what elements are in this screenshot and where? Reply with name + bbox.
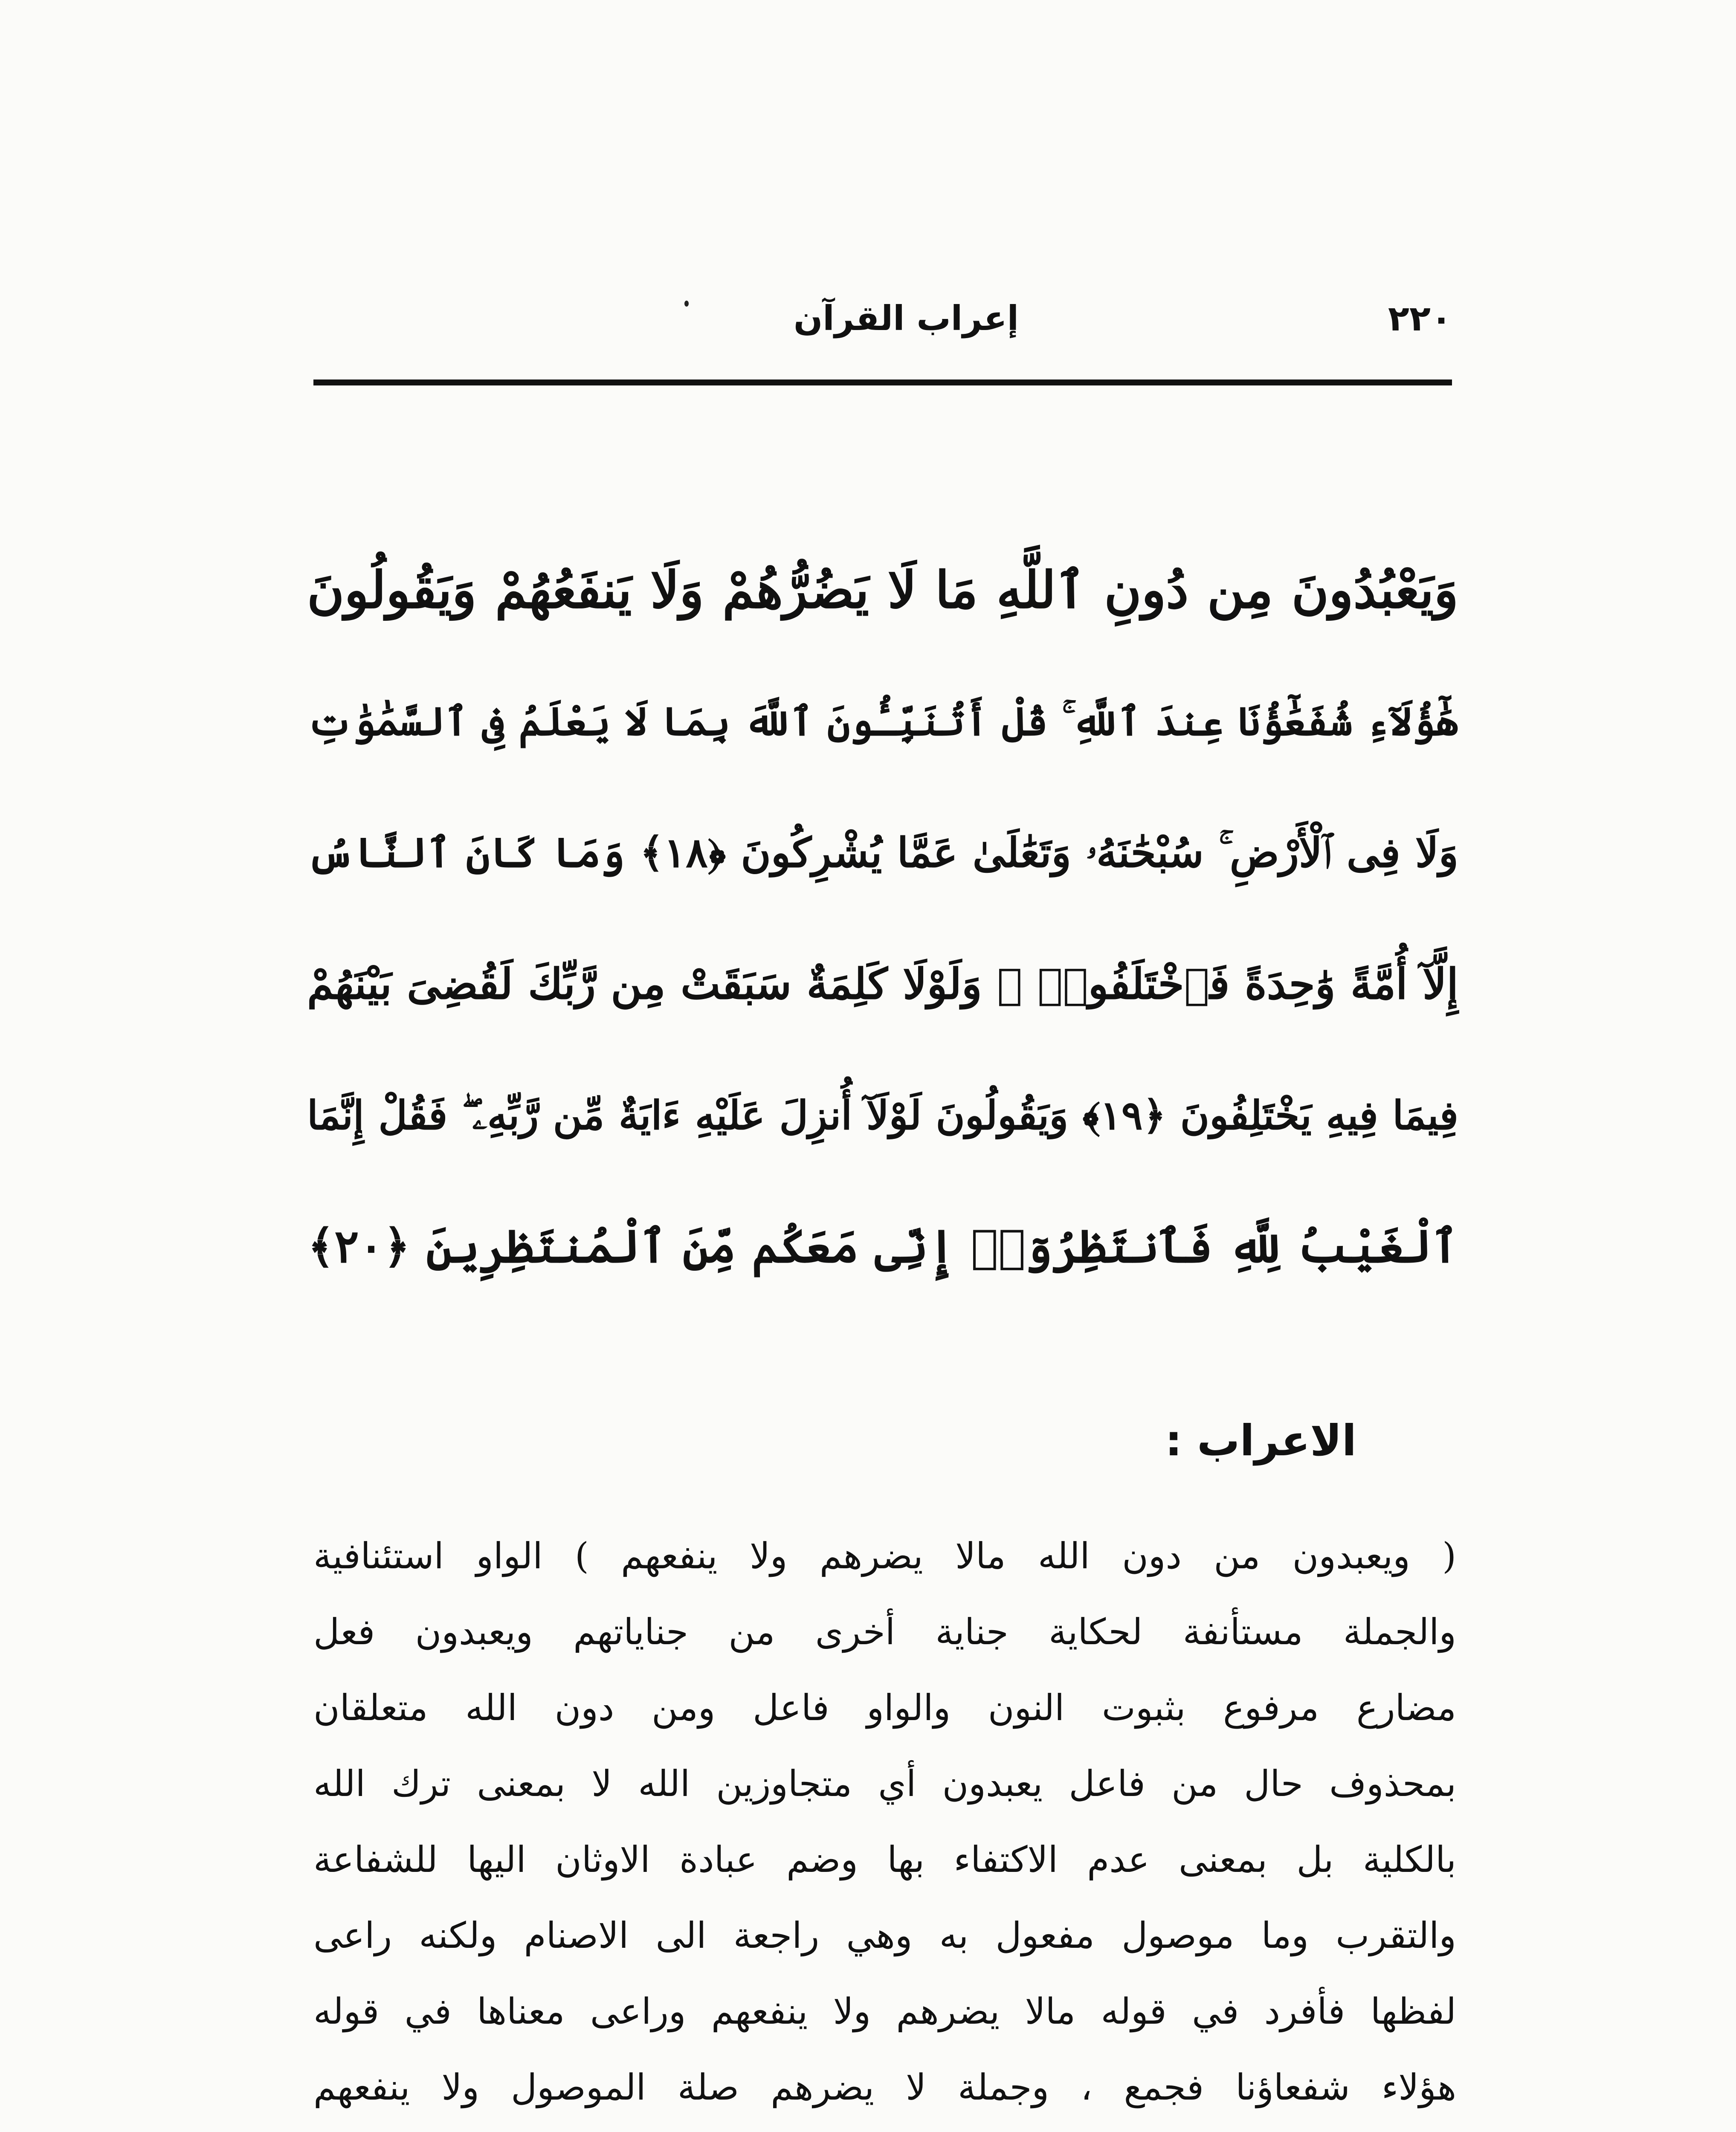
- commentary-line: [313, 2125, 1456, 2132]
- verse-line: فِيمَا فِيهِ يَخْتَلِفُونَ ﴿١٩﴾ وَيَقُولُونَ لَوْلَآ أُنزِلَ عَلَيْهِ ءَايَةٌ مِّن رَّبِّهِۦ ۖ فَقُلْ إِنَّمَا: [307, 1092, 1459, 1138]
- verse-line: وَيَعْبُدُونَ مِن دُونِ ٱللَّهِ مَا لَا يَضُرُّهُمْ وَلَا يَنفَعُهُمْ وَيَقُولُونَ: [307, 560, 1458, 620]
- commentary-line: ( ويعبدون من دون الله مالا يضرهم ولا ينفعهم ) الواو استئنافية: [313, 1535, 1456, 1577]
- scan-speck: [684, 301, 689, 307]
- commentary-line: بالكلية بل بمعنى عدم الاكتفاء بها وضم عبادة الاوثان اليها للشفاعة: [313, 1839, 1456, 1880]
- page-header: [313, 298, 1452, 354]
- page-number: ٢٢٠: [1388, 298, 1452, 339]
- verse-line: ٱلْغَيْبُ لِلَّهِ فَٱنتَظِرُوٓا۟ إِنِّى مَعَكُم مِّنَ ٱلْمُنتَظِرِينَ ﴿٢٠﴾: [307, 1220, 1458, 1273]
- commentary-line: والجملة مستأنفة لحكاية جناية أخرى من جناياتهم ويعبدون فعل: [313, 1611, 1456, 1653]
- verse-line: إِلَّآ أُمَّةً وَٰحِدَةً فَٱخْتَلَفُوا۟ ۚ وَلَوْلَا كَلِمَةٌ سَبَقَتْ مِن رَّبِّكَ لَقُضِىَ بَيْنَهُمْ: [307, 959, 1458, 1009]
- running-title: إعراب القرآن: [793, 298, 1019, 338]
- section-heading: الاعراب :: [1165, 1416, 1356, 1466]
- commentary-line: مضارع مرفوع بثبوت النون والواو فاعل ومن دون الله متعلقان: [313, 1687, 1456, 1729]
- header-rule: [313, 379, 1452, 385]
- quran-verses: [307, 524, 1458, 1312]
- commentary-line: والتقرب وما موصول مفعول به وهي راجعة الى الاصنام ولكنه راعى: [313, 1915, 1456, 1956]
- commentary-line: بمحذوف حال من فاعل يعبدون أي متجاوزين الله لا بمعنى ترك الله: [313, 1763, 1456, 1805]
- commentary-line: هؤلاء شفعاؤنا فجمع ، وجملة لا يضرهم صلة الموصول ولا ينفعهم: [313, 2066, 1456, 2108]
- commentary-line: لفظها فأفرد في قوله مالا يضرهم ولا ينفعهم وراعى معناها في قوله: [313, 1990, 1456, 2032]
- commentary-paragraph: [313, 1518, 1456, 2132]
- verse-line: وَلَا فِى ٱلْأَرْضِ ۚ سُبْحَٰنَهُۥ وَتَعَٰلَىٰ عَمَّا يُشْرِكُونَ ﴿١٨﴾ وَمَا كَانَ ٱلنَّاسُ: [307, 828, 1459, 877]
- verse-line: هَٰٓؤُلَآءِ شُفَعَٰٓؤُنَا عِندَ ٱللَّهِ ۚ قُلْ أَتُنَبِّـُٔونَ ٱللَّهَ بِمَا لَا يَعْلَمُ فِى ٱلسَّمَٰوَٰتِ: [307, 698, 1458, 744]
